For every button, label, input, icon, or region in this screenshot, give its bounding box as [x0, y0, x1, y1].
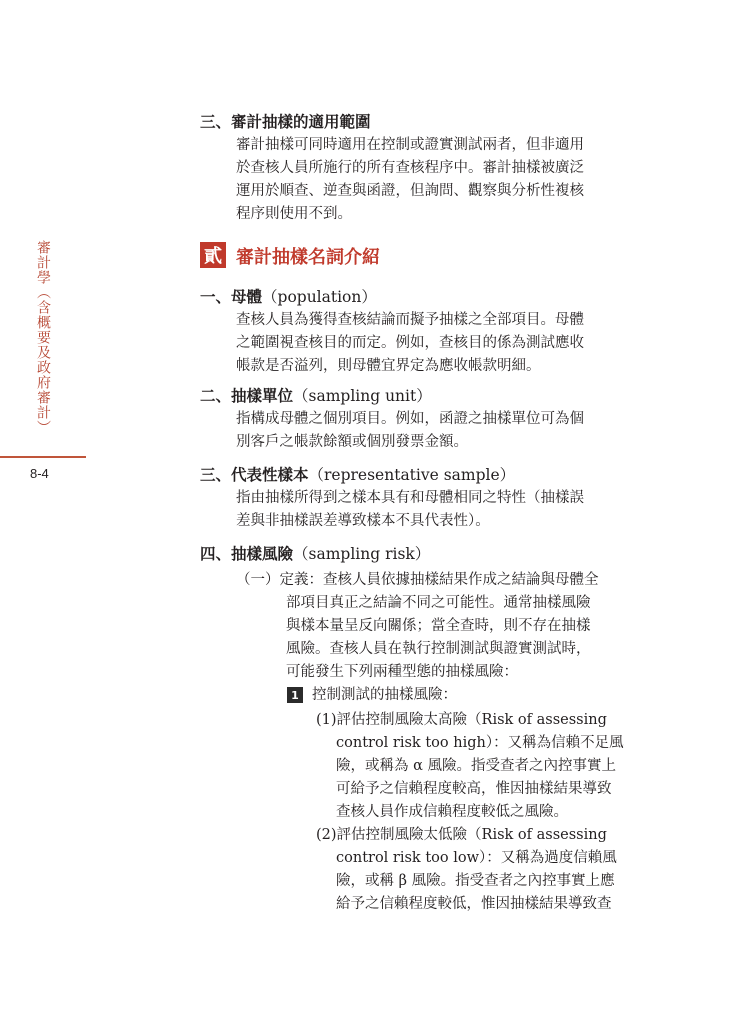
text-line: 別客戶之帳款餘額或個別發票金額。 — [236, 434, 468, 450]
text-line: 於查核人員所施行的所有查核程序中。審計抽樣被廣泛 — [236, 160, 584, 176]
section-scope-paragraph — [236, 134, 662, 226]
term-heading-text: 一、母體 — [200, 287, 263, 306]
text-line: 給予之信賴程度較低，惟因抽樣結果導致查 — [336, 896, 612, 912]
text-line: 查核人員為獲得查核結論而擬予抽樣之全部項目。母體 — [236, 312, 584, 328]
term-population-paragraph — [236, 309, 662, 378]
section-heading-scope: 三、審計抽樣的適用範圍 — [200, 112, 371, 131]
term-heading-representative-sample — [200, 463, 515, 485]
risk-item-2 — [316, 824, 662, 916]
term-heading-population — [200, 285, 377, 307]
text-line: 可能發生下列兩種型態的抽樣風險： — [286, 664, 518, 680]
text-line: 風險。查核人員在執行控制測試與證實測試時， — [286, 641, 591, 657]
term-heading-sampling-risk — [200, 542, 430, 564]
term-heading-text: 二、抽樣單位 — [200, 386, 294, 405]
definition-paragraph — [286, 592, 662, 684]
risk-item-1 — [316, 709, 662, 824]
text-line: 可給予之信賴程度較高，惟因抽樣結果導致 — [336, 781, 612, 797]
term-heading-sampling-unit — [200, 384, 432, 406]
text-line: 查核人員作成信賴程度較低之風險。 — [336, 804, 568, 820]
definition-label: （一）定義： — [236, 572, 323, 588]
text-line — [236, 569, 662, 592]
running-book-title: 審計學（含概要及政府審計） — [35, 240, 51, 435]
text-line: 險，或稱 β 風險。指受查者之內控事實上應 — [336, 873, 615, 889]
definition-text: 查核人員依據抽樣結果作成之結論與母體全 — [323, 572, 599, 588]
text-line: 程序則使用不到。 — [236, 206, 352, 222]
text-line: 部項目真正之結論不同之可能性。通常抽樣風險 — [286, 595, 591, 611]
term-heading-english: （representative sample） — [308, 466, 516, 484]
text-line: (1)評估控制風險太高險（Risk of assessing — [316, 712, 607, 728]
page-number: 8-4 — [30, 466, 49, 481]
text-line: 運用於順查、逆查與函證，但詢問、觀察與分析性複核 — [236, 183, 584, 199]
text-line: 審計抽樣可同時適用在控制或證實測試兩者，但非適用 — [236, 137, 584, 153]
text-line: (2)評估控制風險太低險（Risk of assessing — [316, 827, 607, 843]
text-line: control risk too low）：又稱為過度信賴風 — [336, 850, 617, 866]
term-sampling-unit-paragraph — [236, 408, 662, 454]
term-heading-english: （population） — [262, 288, 377, 306]
text-line: 險，或稱為 α 風險。指受查者之內控事實上 — [336, 758, 617, 774]
text-line: 之範圍視查核目的而定。例如，查核目的係為測試應收 — [236, 335, 584, 351]
text-line: 與樣本量呈反向關係；當全查時，則不存在抽樣 — [286, 618, 591, 634]
subsection-title — [312, 684, 662, 707]
term-heading-text: 四、抽樣風險 — [200, 544, 294, 563]
text-line: 指構成母體之個別項目。例如，函證之抽樣單位可為個 — [236, 411, 584, 427]
term-heading-english: （sampling risk） — [293, 545, 431, 563]
term-heading-english: （sampling unit） — [293, 387, 432, 405]
text-line: 控制測試的抽樣風險： — [312, 687, 457, 703]
definition-first-line — [236, 569, 662, 592]
text-line: 帳款是否溢列，則母體宜界定為應收帳款明細。 — [236, 358, 541, 374]
part-title: 審計抽樣名詞介紹 — [236, 247, 380, 268]
term-heading-text: 三、代表性樣本 — [200, 465, 309, 484]
text-line: 指由抽樣所得到之樣本具有和母體相同之特性（抽樣誤 — [236, 490, 584, 506]
part-mark: 貳 — [200, 242, 226, 268]
text-line: 差與非抽樣誤差導致樣本不具代表性）。 — [236, 513, 490, 529]
sidebar-rule — [0, 456, 86, 458]
term-representative-sample-paragraph — [236, 487, 662, 533]
text-line: control risk too high）：又稱為信賴不足風 — [336, 735, 624, 751]
number-badge: 1 — [287, 687, 303, 703]
